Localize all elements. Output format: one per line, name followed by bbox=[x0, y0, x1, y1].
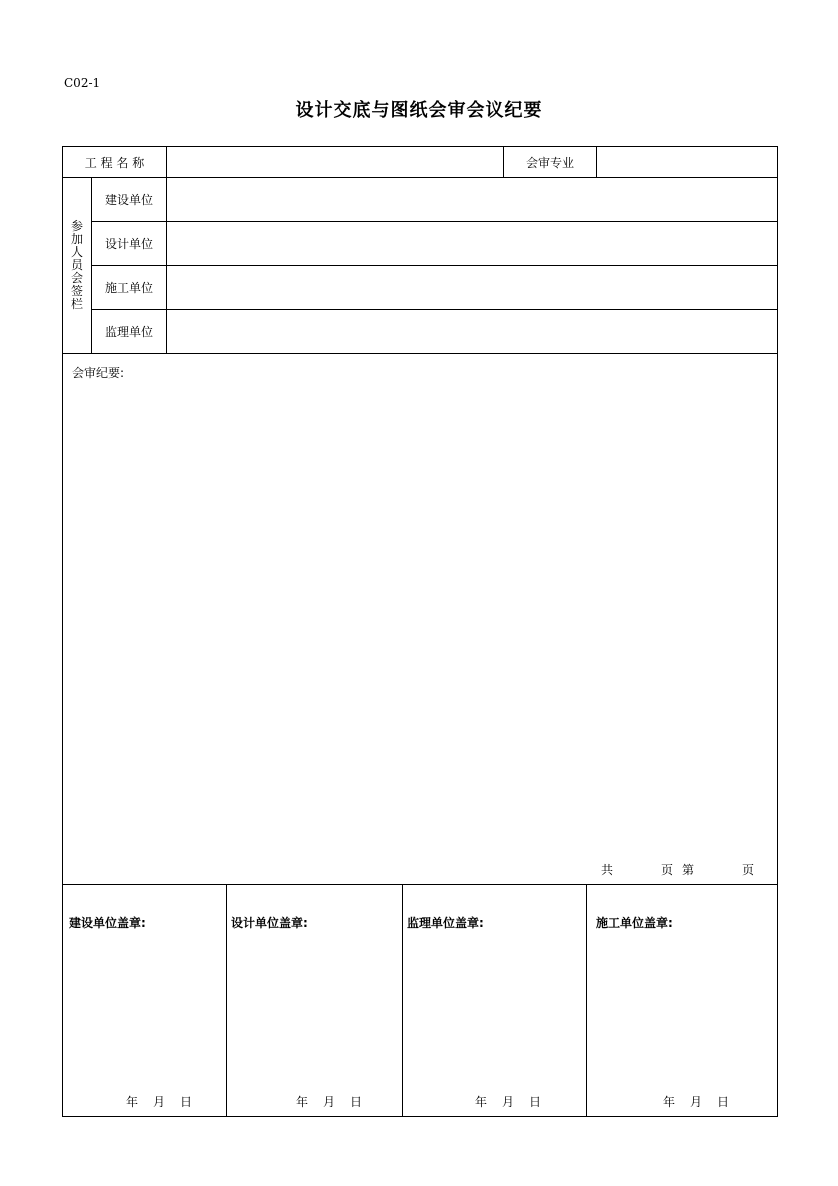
seal-date-year: 年 bbox=[126, 1095, 139, 1109]
divider bbox=[62, 353, 778, 354]
seal-date-month: 月 bbox=[323, 1095, 336, 1109]
review-specialty-label: 会审专业 bbox=[525, 155, 574, 170]
form-code: C02-1 bbox=[64, 76, 101, 90]
seal-date-month: 月 bbox=[153, 1095, 166, 1109]
contractor-unit-signature-field[interactable] bbox=[168, 268, 776, 308]
seal-date-month: 月 bbox=[502, 1095, 515, 1109]
seal-date-year: 年 bbox=[663, 1095, 676, 1109]
minutes-textarea[interactable] bbox=[70, 384, 770, 852]
review-specialty-field[interactable] bbox=[598, 148, 776, 176]
page-count-total-suffix: 页 bbox=[661, 863, 674, 877]
seal-date-year: 年 bbox=[475, 1095, 488, 1109]
project-name-label: 工 程 名 称 bbox=[84, 155, 145, 170]
divider bbox=[62, 884, 778, 885]
seal-date-month: 月 bbox=[690, 1095, 703, 1109]
minutes-label: 会审纪要: bbox=[72, 366, 125, 380]
page-count-current-suffix: 页 bbox=[742, 863, 755, 877]
construction-unit-label: 建设单位 bbox=[104, 193, 153, 207]
divider bbox=[91, 221, 778, 222]
page-count-total-prefix: 共 bbox=[601, 863, 614, 877]
supervision-unit-signature-field[interactable] bbox=[168, 312, 776, 352]
contractor-unit-seal-label: 施工单位盖章: bbox=[596, 916, 673, 930]
seal-date-year: 年 bbox=[296, 1095, 309, 1109]
construction-unit-seal-label: 建设单位盖章: bbox=[69, 916, 146, 930]
divider bbox=[226, 884, 227, 1117]
page-title: 设计交底与图纸会审会议纪要 bbox=[295, 100, 543, 121]
divider bbox=[596, 146, 597, 177]
divider bbox=[586, 884, 587, 1117]
project-name-field[interactable] bbox=[168, 148, 502, 176]
divider bbox=[91, 265, 778, 266]
contractor-unit-label: 施工单位 bbox=[104, 281, 153, 295]
construction-unit-signature-field[interactable] bbox=[168, 180, 776, 220]
divider bbox=[62, 177, 778, 178]
supervision-unit-label: 监理单位 bbox=[104, 325, 153, 339]
page-count-current-prefix: 第 bbox=[682, 863, 695, 877]
supervision-unit-seal-label: 监理单位盖章: bbox=[407, 916, 484, 930]
divider bbox=[91, 309, 778, 310]
seal-date-day: 日 bbox=[180, 1095, 193, 1109]
seal-date-day: 日 bbox=[350, 1095, 363, 1109]
design-unit-signature-field[interactable] bbox=[168, 224, 776, 264]
seal-date-day: 日 bbox=[529, 1095, 542, 1109]
seal-date-day: 日 bbox=[717, 1095, 730, 1109]
design-unit-seal-label: 设计单位盖章: bbox=[231, 916, 308, 930]
divider bbox=[402, 884, 403, 1117]
design-unit-label: 设计单位 bbox=[104, 237, 153, 251]
participants-section-label: 参 加 人 员 会 签 栏 bbox=[70, 219, 83, 311]
divider bbox=[166, 146, 167, 353]
